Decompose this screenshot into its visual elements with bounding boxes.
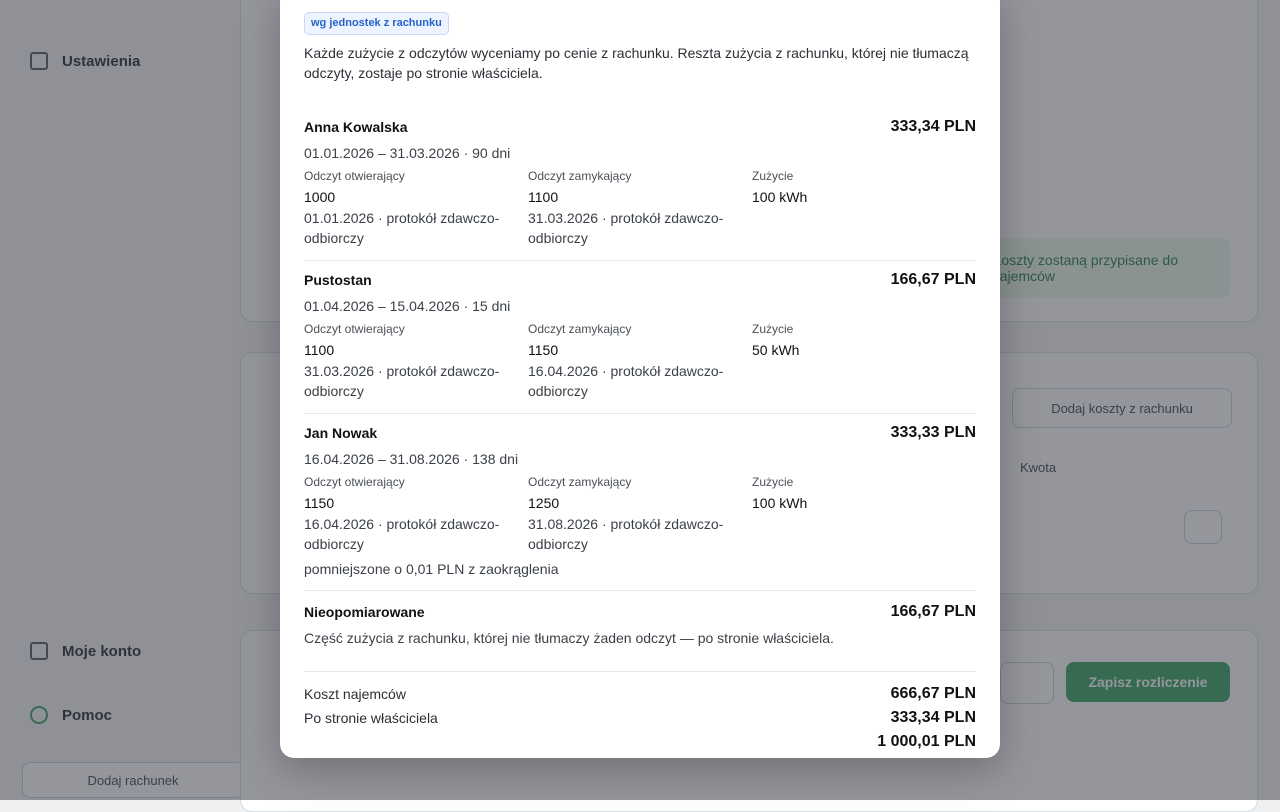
period-dates: 01.04.2026 – 15.04.2026 · 15 dni <box>304 298 511 314</box>
period-name: Anna Kowalska <box>304 119 408 135</box>
opening-reading-label: Odczyt otwierający <box>304 322 405 336</box>
opening-reading-label: Odczyt otwierający <box>304 169 405 183</box>
period-name: Pustostan <box>304 272 372 288</box>
grand-total-row <box>304 730 976 754</box>
closing-reading-label: Odczyt zamykający <box>528 475 632 489</box>
closing-reading-note: 31.03.2026 · protokół zdawczo-odbiorczy <box>528 210 724 246</box>
opening-reading-value: 1150 <box>304 495 335 511</box>
usage-value: 100 kWh <box>752 495 808 511</box>
closing-reading-value: 1250 <box>528 495 560 511</box>
period-dates: 16.04.2026 – 31.08.2026 · 138 dni <box>304 451 519 467</box>
usage-label: Zużycie <box>752 169 794 183</box>
closing-reading-label: Odczyt zamykający <box>528 322 632 336</box>
unmeasured-description: Część zużycia z rachunku, której nie tłumaczy żaden odczyt — po stronie właściciela. <box>304 630 834 646</box>
closing-reading-value: 1100 <box>528 189 559 205</box>
unmeasured-name: Nieopomiarowane <box>304 604 425 620</box>
tenants-total-value: 666,67 PLN <box>890 685 976 702</box>
period-amount: 333,34 PLN <box>890 118 976 135</box>
usage-value: 100 kWh <box>752 189 808 205</box>
period-section <box>304 414 976 591</box>
opening-reading-label: Odczyt otwierający <box>304 475 405 489</box>
opening-reading-note: 01.01.2026 · protokół zdawczo-odbiorczy <box>304 210 500 246</box>
closing-reading-value: 1150 <box>528 342 559 358</box>
unmeasured-section <box>304 591 976 647</box>
owner-total-row <box>304 706 976 730</box>
usage-value: 50 kWh <box>752 342 800 358</box>
owner-total-label: Po stronie właściciela <box>304 710 438 726</box>
readings-row <box>304 321 976 401</box>
period-amount: 333,33 PLN <box>890 424 976 441</box>
period-section <box>304 261 976 414</box>
tenants-total-row <box>304 682 976 706</box>
grand-total-value: 1 000,01 PLN <box>877 733 976 750</box>
opening-reading-value: 1100 <box>304 342 335 358</box>
tenants-total-label: Koszt najemców <box>304 686 406 702</box>
unmeasured-amount: 166,67 PLN <box>890 603 976 620</box>
totals-summary <box>304 671 976 754</box>
opening-reading-value: 1000 <box>304 189 336 205</box>
rounding-adjustment-note: pomniejszone o 0,01 PLN z zaokrąglenia <box>304 561 559 577</box>
closing-reading-note: 16.04.2026 · protokół zdawczo-odbiorczy <box>528 363 724 399</box>
usage-label: Zużycie <box>752 475 794 489</box>
allocation-details-modal <box>280 0 1000 758</box>
closing-reading-note: 31.08.2026 · protokół zdawczo-odbiorczy <box>528 516 724 552</box>
period-dates: 01.01.2026 – 31.03.2026 · 90 dni <box>304 145 511 161</box>
modal-content <box>304 12 976 754</box>
readings-row <box>304 168 976 248</box>
period-amount: 166,67 PLN <box>890 271 976 288</box>
closing-reading-label: Odczyt zamykający <box>528 169 632 183</box>
method-badge: wg jednostek z rachunku <box>304 12 449 35</box>
period-section <box>304 108 976 261</box>
period-name: Jan Nowak <box>304 425 378 441</box>
owner-total-value: 333,34 PLN <box>890 709 976 726</box>
opening-reading-note: 31.03.2026 · protokół zdawczo-odbiorczy <box>304 363 500 399</box>
opening-reading-note: 16.04.2026 · protokół zdawczo-odbiorczy <box>304 516 500 552</box>
method-description: Każde zużycie z odczytów wyceniamy po cenie z rachunku. Reszta zużycia z rachunku, której nie tłumaczą odczyty, zostaje po stronie właściciela. <box>304 45 969 81</box>
usage-label: Zużycie <box>752 322 794 336</box>
readings-row <box>304 474 976 554</box>
